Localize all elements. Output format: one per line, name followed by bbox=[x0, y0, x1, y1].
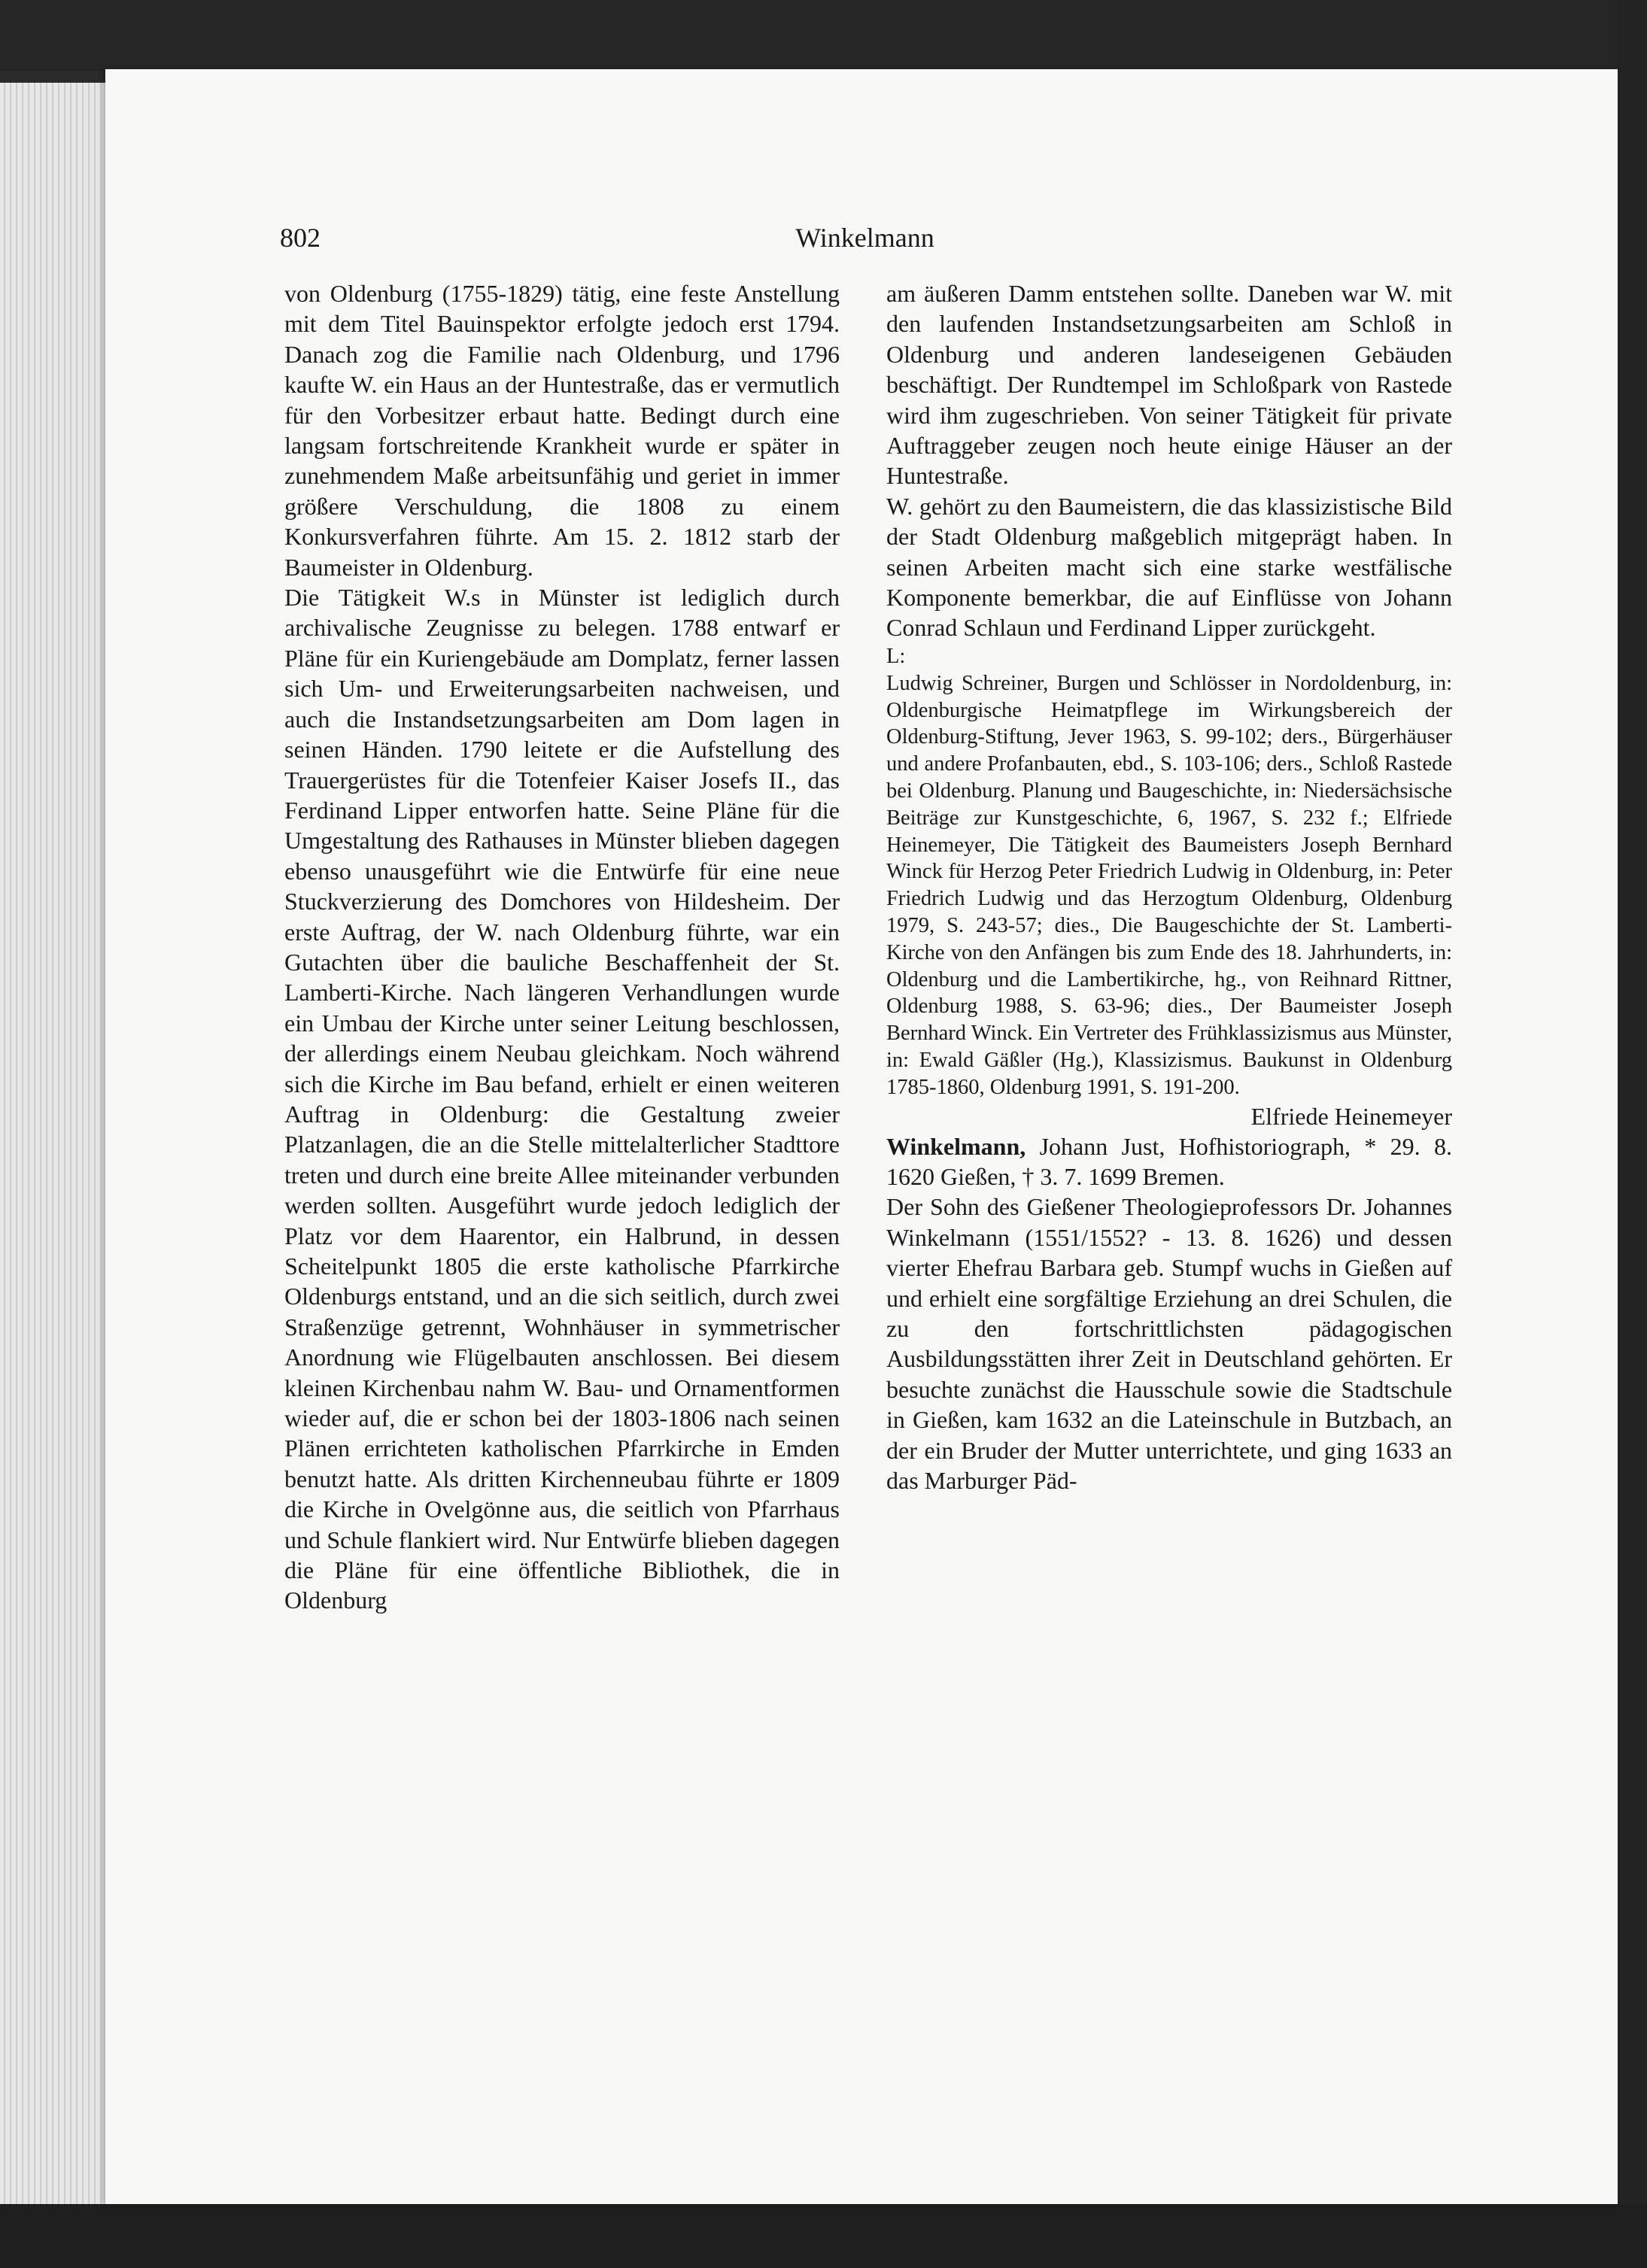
entry-name: Winkelmann, bbox=[886, 1132, 1026, 1160]
page-number: 802 bbox=[280, 223, 321, 253]
paragraph: Die Tätigkeit W.s in Münster ist lediglich durch archivalische Zeugnisse zu belegen. 1788 entwarf er Pläne für ein Kuriengebäude am Domplatz, ferner lassen sich Um- und Erweiterungsarbeiten nachweisen, und auch die Instandsetzungsarbeiten am Dom lagen in seinen Händen. 1790 leitete er die Aufstellung des Trauergerüstes für die Totenfeier Kaiser Josefs II., das Ferdinand Lipper entworfen hatte. Seine Pläne für die Umgestaltung des Rathauses in Münster blieben dagegen ebenso unausgeführt wie die Entwürfe für eine neue Stuckverzierung des Domchores von Hildesheim. Der erste Auftrag, der W. nach Oldenburg führte, war ein Gutachten über die bauliche Beschaffenheit der St. Lamberti-Kirche. Nach längeren Verhandlungen wurde ein Umbau der Kirche unter seiner Leitung beschlossen, der allerdings einem Neubau gleichkam. Noch während sich die Kirche im Bau befand, erhielt er einen weiteren Auftrag in Oldenburg: die Gestaltung zweier Platzanlagen, die an die Stelle mittelalterlicher Stadttore treten und durch eine breite Allee miteinander verbunden werden sollten. Ausgeführt wurde jedoch lediglich der Platz vor dem Haarentor, ein Halbrund, in dessen Scheitelpunkt 1805 die erste katholische Pfarrkirche Oldenburgs entstand, und an die sich seitlich, durch zwei Straßenzüge getrennt, Wohnhäuser in symmetrischer Anordnung wie Flügelbauten anschlossen. Bei diesem kleinen Kirchenbau nahm W. Bau- und Ornamentformen wieder auf, die er schon bei der 1803-1806 nach seinen Plänen errichteten katholischen Pfarrkirche in Emden benutzt hatte. Als dritten Kirchenneubau führte er 1809 die Kirche in Ovelgönne aus, die seitlich von Pfarrhaus und Schule flankiert wird. Nur Entwürfe blieben dagegen die Pläne für eine öffentliche Bibliothek, die in Oldenburg bbox=[284, 584, 840, 1614]
literature-label: L: bbox=[886, 644, 906, 668]
paragraph: W. gehört zu den Baumeistern, die das klassizistische Bild der Stadt Oldenburg maßgeblich mitgeprägt haben. In seinen Arbeiten macht sich eine starke westfälische Komponente bemerkbar, die auf Einflüsse von Johann Conrad Schlaun und Ferdinand Lipper zurückgeht. bbox=[886, 492, 1452, 642]
scan-background-top bbox=[0, 0, 1647, 71]
article-author: Elfriede Heinemeyer bbox=[1250, 1102, 1452, 1130]
book-page-edges bbox=[0, 83, 105, 2204]
page-title: Winkelmann bbox=[795, 223, 934, 253]
scan-background-right bbox=[1617, 0, 1647, 2268]
literature-list: Ludwig Schreiner, Burgen und Schlösser in Nordoldenburg, in: Oldenburgische Heimatpflege im Wirkungsbereich der Oldenburg-Stiftung, Jever 1963, S. 99-102; ders., Bürgerhäuser und andere Profanbauten, ebd., S. 103-106; ders., Schloß Rastede bei Oldenburg. Planung und Baugeschichte, in: Niedersächsische Beiträge zur Kunstgeschichte, 6, 1967, S. 232 f.; Elfriede Heinemeyer, Die Tätigkeit des Baumeisters Joseph Bernhard Winck für Herzog Peter Friedrich Ludwig in Oldenburg, in: Peter Friedrich Ludwig und das Herzogtum Oldenburg, Oldenburg 1979, S. 243-57; dies., Die Baugeschichte der St. Lamberti-Kirche von den Anfängen bis zum Ende des 18. Jahrhunderts, in: Oldenburg und die Lambertikirche, hg., von Reihnard Rittner, Oldenburg 1988, S. 63-96; dies., Der Baumeister Joseph Bernhard Winck. Ein Vertreter des Frühklassizismus aus Münster, in: Ewald Gäßler (Hg.), Klassizismus. Baukunst in Oldenburg 1785-1860, Oldenburg 1991, S. 191-200. bbox=[886, 671, 1452, 1099]
scan-background-bottom bbox=[0, 2204, 1647, 2268]
paragraph: am äußeren Damm entstehen sollte. Daneben war W. mit den laufenden Instandsetzungsarbeiten am Schloß in Oldenburg und anderen landeseigenen Gebäuden beschäftigt. Der Rundtempel im Schloßpark von Rastede wird ihm zugeschrieben. Von seiner Tätigkeit für private Auftraggeber zeugen noch heute einige Häuser an der Huntestraße. bbox=[886, 280, 1452, 490]
paragraph: von Oldenburg (1755-1829) tätig, eine feste Anstellung mit dem Titel Bauinspektor erfolgte jedoch erst 1794. Danach zog die Familie nach Oldenburg, und 1796 kaufte W. ein Haus an der Huntestraße, das er vermutlich für den Vorbesitzer erbaut hatte. Bedingt durch eine langsam fortschreitende Krankheit wurde er später in zunehmendem Maße arbeitsunfähig und geriet in immer größere Verschuldung, die 1808 zu einem Konkursverfahren führte. Am 15. 2. 1812 starb der Baumeister in Oldenburg. bbox=[284, 280, 840, 581]
entry-heading bbox=[886, 1131, 1452, 1192]
entry-body: Der Sohn des Gießener Theologieprofessors Dr. Johannes Winkelmann (1551/1552? - 13. 8. 1626) und dessen vierter Ehefrau Barbara geb. Stumpf wuchs in Gießen auf und erhielt eine sorgfältige Erziehung an drei Schulen, die zu den fortschrittlichsten pädagogischen Ausbildungsstätten ihrer Zeit in Deutschland gehörten. Er besuchte zunächst die Hausschule sowie die Stadtschule in Gießen, kam 1632 an die Lateinschule in Butzbach, an der ein Bruder der Mutter unterrichtete, und ging 1633 an das Marburger Päd- bbox=[886, 1193, 1452, 1495]
left-column bbox=[284, 278, 840, 1616]
running-head bbox=[280, 220, 1450, 256]
entry-heading-details: Johann Just, Hofhistoriograph, * 29. 8. 1620 Gießen, † 3. 7. 1699 Bremen. bbox=[886, 1132, 1452, 1191]
right-column bbox=[886, 278, 1452, 1496]
